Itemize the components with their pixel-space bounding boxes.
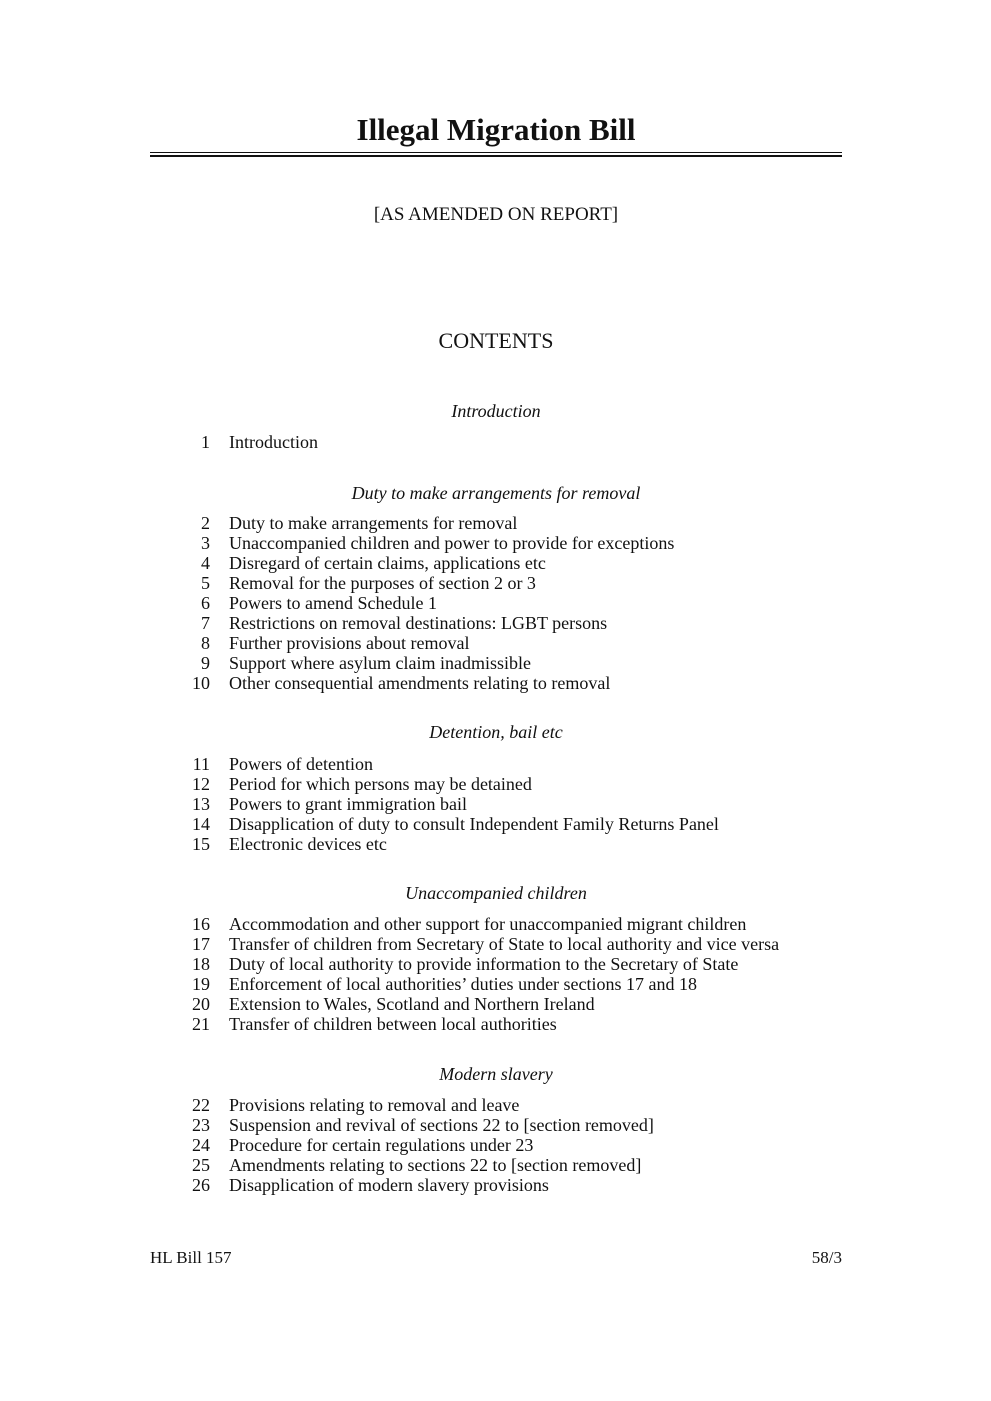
toc-entry[interactable]	[0, 553, 991, 573]
toc-entry[interactable]	[0, 774, 991, 794]
toc-entry-title: Unaccompanied children and power to provide for exceptions	[229, 533, 675, 553]
toc-list-modern-slavery	[0, 1095, 991, 1195]
toc-entry-title: Restrictions on removal destinations: LGBT persons	[229, 613, 608, 633]
toc-entry-title: Powers of detention	[229, 754, 373, 774]
toc-entry[interactable]	[0, 573, 991, 593]
toc-entry[interactable]	[0, 814, 991, 834]
toc-entry-title: Enforcement of local authorities’ duties under sections 17 and 18	[229, 974, 698, 994]
toc-list-introduction	[0, 432, 991, 452]
toc-entry-title: Other consequential amendments relating to removal	[229, 673, 611, 693]
toc-entry-title: Transfer of children between local authorities	[229, 1014, 557, 1034]
toc-entry-title: Disregard of certain claims, applications etc	[229, 553, 546, 573]
toc-entry-number: 22	[192, 1095, 210, 1115]
toc-entry-number: 2	[201, 513, 210, 533]
section-heading-detention-bail: Detention, bail etc	[429, 722, 563, 742]
section-heading-modern-slavery: Modern slavery	[439, 1064, 553, 1084]
section-heading-introduction: Introduction	[451, 401, 541, 421]
toc-entry[interactable]	[0, 994, 991, 1014]
footer-page-reference: 58/3	[811, 1248, 842, 1267]
toc-entry-title: Powers to grant immigration bail	[229, 794, 467, 814]
toc-entry[interactable]	[0, 633, 991, 653]
toc-entry-number: 6	[201, 593, 210, 613]
toc-entry[interactable]	[0, 1175, 991, 1195]
toc-entry-title: Transfer of children from Secretary of State to local authority and vice versa	[229, 934, 780, 954]
toc-entry[interactable]	[0, 794, 991, 814]
toc-entry[interactable]	[0, 593, 991, 613]
toc-entry[interactable]	[0, 513, 991, 533]
section-heading-unaccompanied-children: Unaccompanied children	[405, 883, 587, 903]
toc-entry-title: Duty of local authority to provide information to the Secretary of State	[229, 954, 739, 974]
toc-entry[interactable]	[0, 754, 991, 774]
toc-entry-number: 20	[192, 994, 210, 1014]
toc-entry-title: Provisions relating to removal and leave	[229, 1095, 520, 1115]
toc-list-duty-removal	[0, 513, 991, 693]
toc-entry-title: Suspension and revival of sections 22 to [section removed]	[229, 1115, 654, 1135]
toc-entry[interactable]	[0, 934, 991, 954]
toc-entry-number: 5	[201, 573, 210, 593]
toc-entry-number: 7	[201, 613, 210, 633]
toc-entry-number: 9	[201, 653, 210, 673]
toc-entry-number: 10	[192, 673, 210, 693]
toc-entry-title: Extension to Wales, Scotland and Northern Ireland	[229, 994, 595, 1014]
toc-entry[interactable]	[0, 1115, 991, 1135]
toc-entry-title: Further provisions about removal	[229, 633, 470, 653]
toc-entry[interactable]	[0, 834, 991, 854]
title-rule-thin	[150, 152, 842, 153]
toc-entry[interactable]	[0, 954, 991, 974]
title-rule-thick	[150, 155, 842, 157]
toc-entry[interactable]	[0, 1014, 991, 1034]
toc-entry-number: 4	[201, 553, 210, 573]
toc-list-detention-bail	[0, 754, 991, 854]
toc-entry-title: Removal for the purposes of section 2 or 3	[229, 573, 536, 593]
toc-entry-number: 16	[192, 914, 210, 934]
toc-entry-number: 8	[201, 633, 210, 653]
toc-entry-title: Period for which persons may be detained	[229, 774, 532, 794]
bill-status-subtitle: [AS AMENDED ON REPORT]	[373, 204, 619, 225]
toc-entry-title: Duty to make arrangements for removal	[229, 513, 518, 533]
toc-entry-number: 13	[192, 794, 210, 814]
toc-entry-number: 15	[192, 834, 210, 854]
toc-entry[interactable]	[0, 974, 991, 994]
toc-entry-title: Support where asylum claim inadmissible	[229, 653, 531, 673]
toc-entry[interactable]	[0, 1155, 991, 1175]
toc-entry-title: Procedure for certain regulations under 23	[229, 1135, 534, 1155]
toc-entry-number: 18	[192, 954, 210, 974]
toc-entry-number: 12	[192, 774, 210, 794]
toc-entry-number: 21	[192, 1014, 210, 1034]
toc-entry-number: 1	[201, 432, 210, 452]
toc-entry[interactable]	[0, 673, 991, 693]
toc-entry-number: 24	[192, 1135, 210, 1155]
toc-entry-number: 26	[192, 1175, 210, 1195]
toc-entry-title: Powers to amend Schedule 1	[229, 593, 437, 613]
toc-list-unaccompanied-children	[0, 914, 991, 1034]
toc-entry-number: 23	[192, 1115, 210, 1135]
toc-entry[interactable]	[0, 1095, 991, 1115]
bill-title: Illegal Migration Bill	[356, 112, 636, 147]
toc-entry[interactable]	[0, 613, 991, 633]
toc-entry-title: Accommodation and other support for unaccompanied migrant children	[229, 914, 747, 934]
toc-entry-number: 14	[192, 814, 210, 834]
toc-entry[interactable]	[0, 914, 991, 934]
toc-entry-number: 11	[192, 754, 210, 774]
section-heading-duty-removal: Duty to make arrangements for removal	[351, 483, 641, 503]
toc-entry[interactable]	[0, 1135, 991, 1155]
toc-entry-title: Disapplication of duty to consult Independent Family Returns Panel	[229, 814, 719, 834]
toc-entry-title: Disapplication of modern slavery provisions	[229, 1175, 549, 1195]
footer-bill-reference: HL Bill 157	[150, 1248, 232, 1267]
toc-entry[interactable]	[0, 432, 991, 452]
contents-heading: CONTENTS	[438, 328, 554, 353]
toc-entry-title: Introduction	[229, 432, 318, 452]
toc-entry[interactable]	[0, 533, 991, 553]
toc-entry-title: Amendments relating to sections 22 to [section removed]	[229, 1155, 642, 1175]
toc-entry-number: 3	[201, 533, 210, 553]
toc-entry-number: 17	[192, 934, 210, 954]
toc-entry[interactable]	[0, 653, 991, 673]
toc-entry-title: Electronic devices etc	[229, 834, 387, 854]
toc-entry-number: 25	[192, 1155, 210, 1175]
toc-entry-number: 19	[192, 974, 210, 994]
